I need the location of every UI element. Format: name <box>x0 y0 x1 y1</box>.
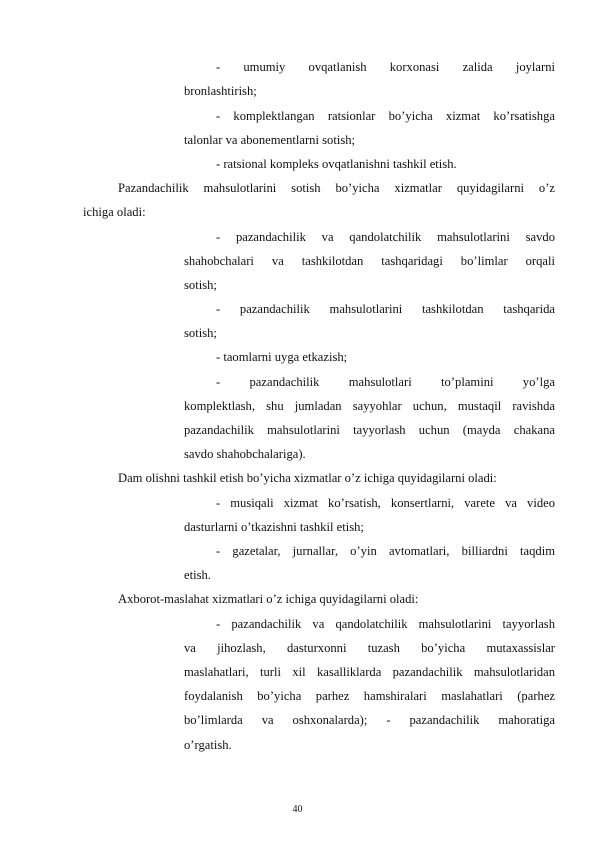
text-line: - taomlarni uyga etkazish; <box>216 350 348 364</box>
paragraph-line: Pazandachilik mahsulotlarini sotish bo’yicha xizmatlar quyidagilarni o’z <box>118 181 555 195</box>
paragraph-line: Axborot-maslahat xizmatlari o’z ichiga quyidagilarni oladi: <box>118 592 419 606</box>
text-line: pazandachilik mahsulotlarini tayyorlash uchun (mayda chakana <box>184 423 555 437</box>
paragraph-line: Dam olishni tashkil etish bo’yicha xizmatlar o’z ichiga quyidagilarni oladi: <box>118 471 497 485</box>
text-line: komplektlash, shu jumladan sayyohlar uchun, mustaqil ravishda <box>184 399 555 413</box>
text-line: foydalanish bo’yicha parhez hamshiralari maslahatlari (parhez <box>184 689 555 703</box>
paragraph-line: ichiga oladi: <box>83 205 146 219</box>
text-line: talonlar va abonementlarni sotish; <box>184 133 356 147</box>
text-line: va jihozlash, dasturxonni tuzash bo’yicha mutaxassislar <box>184 641 555 655</box>
text-line: shahobchalari va tashkilotdan tashqaridagi bo’limlar orqali <box>184 254 555 268</box>
text-line: maslahatlari, turli xil kasalliklarda pazandachilik mahsulotlaridan <box>184 665 555 679</box>
text-line: bronlashtirish; <box>184 84 257 98</box>
text-line: - umumiy ovqatlanish korxonasi zalida joylarni <box>216 60 555 74</box>
text-line: - gazetalar, jurnallar, o’yin avtomatlari, billiardni taqdim <box>216 544 555 558</box>
text-line: sotish; <box>184 326 217 340</box>
text-line: sotish; <box>184 278 217 292</box>
text-line: bo’limlarda va oshxonalarda); - pazandachilik mahoratiga <box>184 713 555 727</box>
text-line: - pazandachilik mahsulotlarini tashkilotdan tashqarida <box>216 302 555 316</box>
text-line: - ratsional kompleks ovqatlanishni tashkil etish. <box>216 157 457 171</box>
text-line: - musiqali xizmat ko’rsatish, konsertlarni, varete va video <box>216 496 555 510</box>
text-line: dasturlarni o’tkazishni tashkil etish; <box>184 520 364 534</box>
text-line: o’rgatish. <box>184 738 232 752</box>
text-line: - komplektlangan ratsionlar bo’yicha xizmat ko’rsatishga <box>216 109 555 123</box>
text-line: - pazandachilik va qandolatchilik mahsulotlarini savdo <box>216 230 555 244</box>
page-number: 40 <box>292 804 303 815</box>
text-line: - pazandachilik va qandolatchilik mahsulotlarini tayyorlash <box>216 617 555 631</box>
text-line: etish. <box>184 568 211 582</box>
text-line: savdo shahobchalariga). <box>184 447 306 461</box>
text-line: - pazandachilik mahsulotlari to’plamini yo’lga <box>216 375 555 389</box>
